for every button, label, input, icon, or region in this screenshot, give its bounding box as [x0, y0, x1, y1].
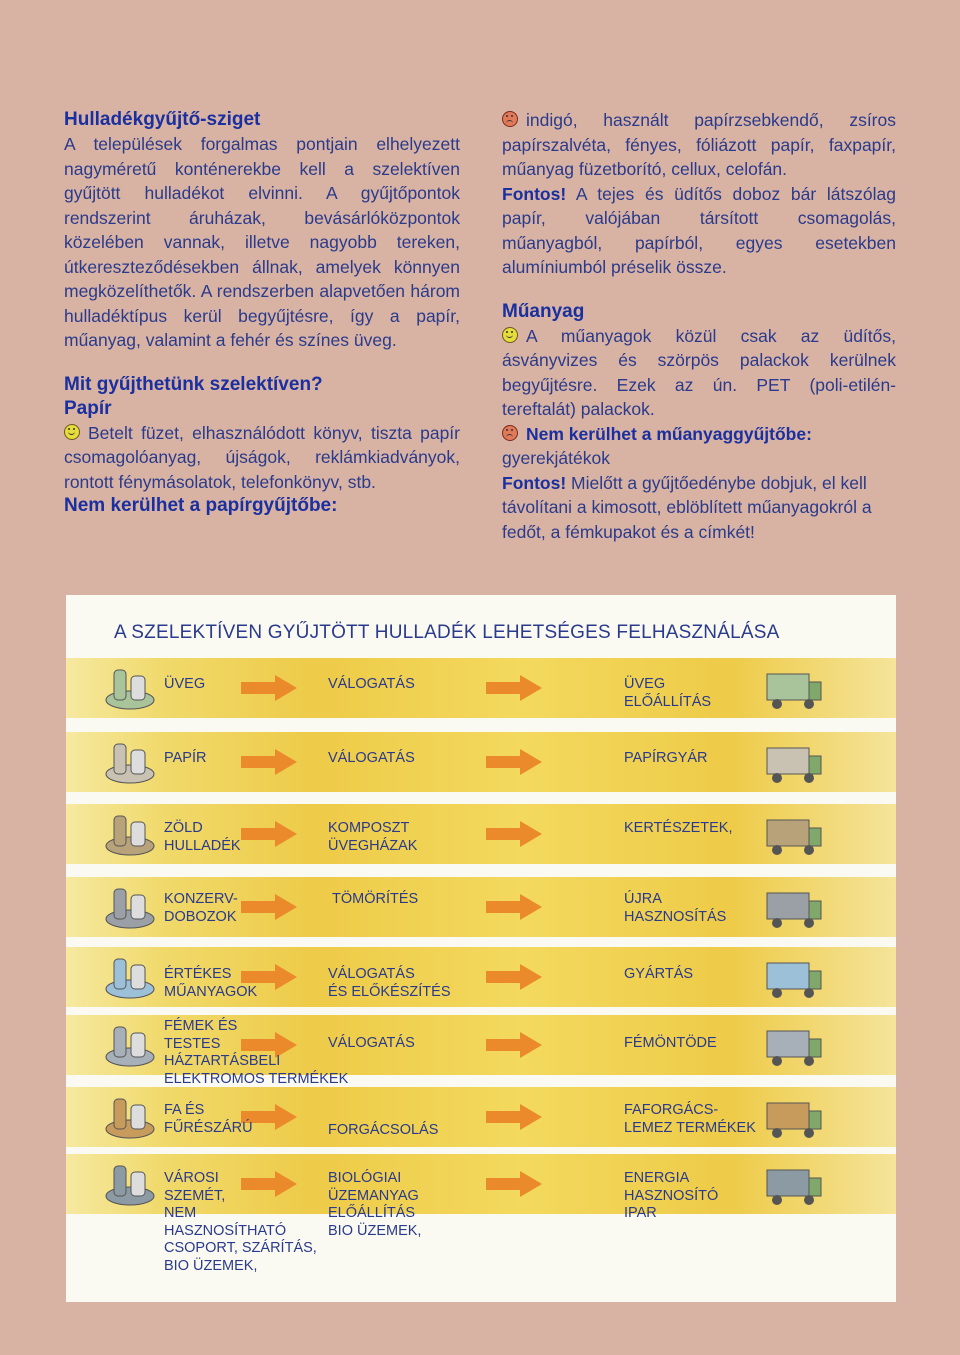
fontos-text: A tejes és üdítős doboz bár látszólag papír, valójában társított csomagolás, műanyagból, papírból, egyes esetekben alumíniumból préselik össze. [502, 183, 896, 277]
row-4-col-3-label [624, 891, 726, 926]
label-line: VÁLOGATÁS [328, 966, 415, 982]
label-line: FAFORGÁCS- [624, 1102, 719, 1118]
row-7-col-1-label [164, 1102, 253, 1137]
label-line: IPAR [624, 1205, 657, 1221]
smiley-happy-icon [64, 424, 80, 440]
figure-title: A SZELEKTÍVEN GYŰJTÖTT HULLADÉK LEHETSÉGES FELHASZNÁLÁSA [114, 622, 780, 643]
label-line: KOMPOSZT [328, 820, 410, 836]
waste-illustration-icon [98, 879, 162, 933]
label-line: ELEKTROMOS TERMÉKEK [164, 1070, 349, 1087]
heading-papir: Papír [64, 397, 112, 419]
waste-illustration-icon [98, 734, 162, 788]
smiley-happy-icon [502, 327, 518, 343]
label-line: SZEMÉT, [164, 1187, 226, 1204]
label-line: VÁLOGATÁS [328, 676, 415, 692]
label-nem-kerulhet-papir: Nem kerülhet a papírgyűjtőbe: [64, 495, 338, 516]
label-line: ÉRTÉKES [164, 966, 232, 982]
nem-muanyag-label: Nem kerülhet a műanyaggyűjtőbe: [526, 423, 812, 444]
label-line: HASZNOSÍTHATÓ [164, 1222, 287, 1239]
label-line: TÖMÖRÍTÉS [332, 891, 419, 907]
row-1-col-3-label [624, 676, 711, 711]
label-line: VÁLOGATÁS [328, 1035, 415, 1051]
product-illustration-icon [761, 949, 825, 1003]
arrow-icon [241, 894, 297, 920]
paragraph-fontos-2 [502, 471, 896, 545]
waste-illustration-icon [98, 660, 162, 714]
arrow-icon [241, 749, 297, 775]
row-2-col-3-label [624, 750, 708, 768]
row-4-col-2-label [332, 891, 418, 909]
recycling-figure [66, 595, 896, 1302]
label-line: ÜZEMANYAG [328, 1187, 419, 1204]
label-line: HASZNOSÍTÁS [624, 908, 727, 925]
label-line: KONZERV- [164, 891, 238, 907]
label-line: FÉMEK ÉS [164, 1018, 238, 1034]
row-3-col-1-label [164, 820, 241, 855]
paragraph-fontos-1 [502, 182, 896, 280]
label-line: ÜVEGHÁZAK [328, 837, 418, 854]
right-column [502, 108, 896, 544]
arrow-icon [486, 1032, 542, 1058]
waste-illustration-icon [98, 1156, 162, 1210]
arrow-icon [486, 894, 542, 920]
heading-mit-gyujthetunk: Mit gyűjthetünk szelektíven? [64, 373, 323, 395]
label-line: PAPÍR [164, 750, 207, 766]
row-2-col-1-label [164, 750, 206, 768]
row-8-col-2-label [328, 1170, 421, 1240]
label-line: ENERGIA [624, 1170, 690, 1186]
arrow-icon [486, 675, 542, 701]
product-illustration-icon [761, 660, 825, 714]
row-6-col-3-label [624, 1035, 717, 1053]
label-line: DOBOZOK [164, 908, 237, 925]
waste-illustration-icon [98, 1017, 162, 1071]
label-line: HULLADÉK [164, 837, 241, 854]
label-line: FORGÁCSOLÁS [328, 1122, 439, 1138]
label-line: ELŐÁLLÍTÁS [624, 693, 712, 710]
row-1-col-1-label [164, 676, 205, 694]
label-line: ZÖLD [164, 820, 203, 836]
label-line: ÚJRA [624, 891, 662, 907]
product-illustration-icon [761, 806, 825, 860]
left-column [64, 108, 460, 518]
row-7-col-3-label [624, 1102, 756, 1137]
paragraph-muanyag [502, 324, 896, 422]
muanyag-text: A műanyagok közül csak az üdítős, ásványvizes és szörpös palackok kerülnek begyűjtésre. Ezek az ún. PET (poli-etilén-tereftalát) palackok. [502, 325, 896, 419]
smiley-sad-icon [502, 111, 518, 127]
paragraph-papir [64, 421, 460, 495]
product-illustration-icon [761, 1089, 825, 1143]
row-8-col-3-label [624, 1170, 718, 1223]
product-illustration-icon [761, 1156, 825, 1210]
product-illustration-icon [761, 734, 825, 788]
label-line: FÉMÖNTÖDE [624, 1035, 717, 1051]
label-line: GYÁRTÁS [624, 966, 694, 982]
label-line: BIO ÜZEMEK, [328, 1222, 422, 1239]
waste-illustration-icon [98, 1089, 162, 1143]
paragraph-nem-papir-list [502, 108, 896, 182]
label-line: HASZNOSÍTÓ [624, 1187, 719, 1204]
arrow-icon [486, 1104, 542, 1130]
waste-illustration-icon [98, 806, 162, 860]
label-line: MŰANYAGOK [164, 983, 258, 1000]
product-illustration-icon [761, 1017, 825, 1071]
label-line: BIOLÓGIAI [328, 1170, 402, 1186]
label-line: ELŐÁLLÍTÁS [328, 1205, 416, 1221]
row-3-col-3-label [624, 820, 733, 838]
heading-hulladekgyujto-sziget: Hulladékgyűjtő-sziget [64, 109, 261, 130]
row-5-col-3-label [624, 966, 693, 984]
arrow-icon [486, 964, 542, 990]
arrow-icon [241, 675, 297, 701]
row-5-col-2-label [328, 966, 451, 1001]
fontos-label-2: Fontos! [502, 472, 567, 493]
row-8-col-1-label [164, 1170, 317, 1275]
smiley-sad-icon [502, 425, 518, 441]
label-line: BIO ÜZEMEK, [164, 1257, 258, 1274]
label-line: ÜVEG [624, 676, 666, 692]
label-line: FA ÉS [164, 1102, 205, 1118]
label-line: NEM [164, 1205, 197, 1221]
label-line: CSOPORT, SZÁRÍTÁS, [164, 1240, 317, 1256]
arrow-icon [486, 749, 542, 775]
label-line: FŰRÉSZÁRÚ [164, 1119, 253, 1136]
label-line: VÁROSI [164, 1170, 219, 1186]
row-4-col-1-label [164, 891, 238, 926]
fontos-text-2: Mielőtt a gyűjtőedénybe dobjuk, el kell távolítani a kimosott, eblöblített műanyagokról a fedőt, a fémkupakot és a címkét! [502, 472, 872, 542]
arrow-icon [241, 821, 297, 847]
label-line: ÜVEG [164, 676, 206, 692]
fontos-label: Fontos! [502, 183, 567, 204]
label-line: ÉS ELŐKÉSZÍTÉS [328, 983, 451, 1000]
row-2-col-2-label [328, 750, 415, 768]
row-6-col-1-label [164, 1018, 348, 1088]
label-line: VÁLOGATÁS [328, 750, 415, 766]
waste-illustration-icon [98, 949, 162, 1003]
paragraph-nem-muanyag [502, 422, 896, 471]
label-line: KERTÉSZETEK, [624, 820, 733, 836]
row-6-col-2-label [328, 1035, 415, 1053]
label-line: PAPÍRGYÁR [624, 750, 708, 766]
label-line: TESTES [164, 1035, 221, 1052]
nem-muanyag-text: gyerekjátékok [502, 448, 610, 468]
papir-text: Betelt füzet, elhasználódott könyv, tiszta papír csomagolóanyag, újságok, reklámkiadványok, rontott fénymásolatok, telefonkönyv, stb. [64, 422, 460, 492]
label-line: LEMEZ TERMÉKEK [624, 1119, 756, 1136]
paragraph-intro: A települések forgalmas pontjain elhelyezett nagyméretű konténerekbe kell a szelektíven gyűjtött hulladékot elvinni. A gyűjtőpontok rendszerint áruházak, bevásárlóközpontok közelében vannak, illetve nagyobb tereken, útkereszteződésekben állnak, amelyek könnyen megközelíthetők. A rendszerben alapvetően három hulladéktípus kerül begyűjtésre, így a papír, műanyag, valamint a fehér és színes üveg. [64, 134, 460, 350]
arrow-icon [486, 821, 542, 847]
row-1-col-2-label [328, 676, 415, 694]
label-line: HÁZTARTÁSBELI [164, 1053, 281, 1069]
row-3-col-2-label [328, 820, 417, 855]
row-7-col-2-label [328, 1122, 438, 1140]
heading-muanyag: Műanyag [502, 300, 585, 322]
nem-papir-text: indigó, használt papírzsebkendő, zsíros papírszalvéta, fényes, fóliázott papír, faxpapír, műanyag füzetborító, cellux, celofán. [502, 110, 896, 179]
arrow-icon [486, 1171, 542, 1197]
product-illustration-icon [761, 879, 825, 933]
row-5-col-1-label [164, 966, 257, 1001]
